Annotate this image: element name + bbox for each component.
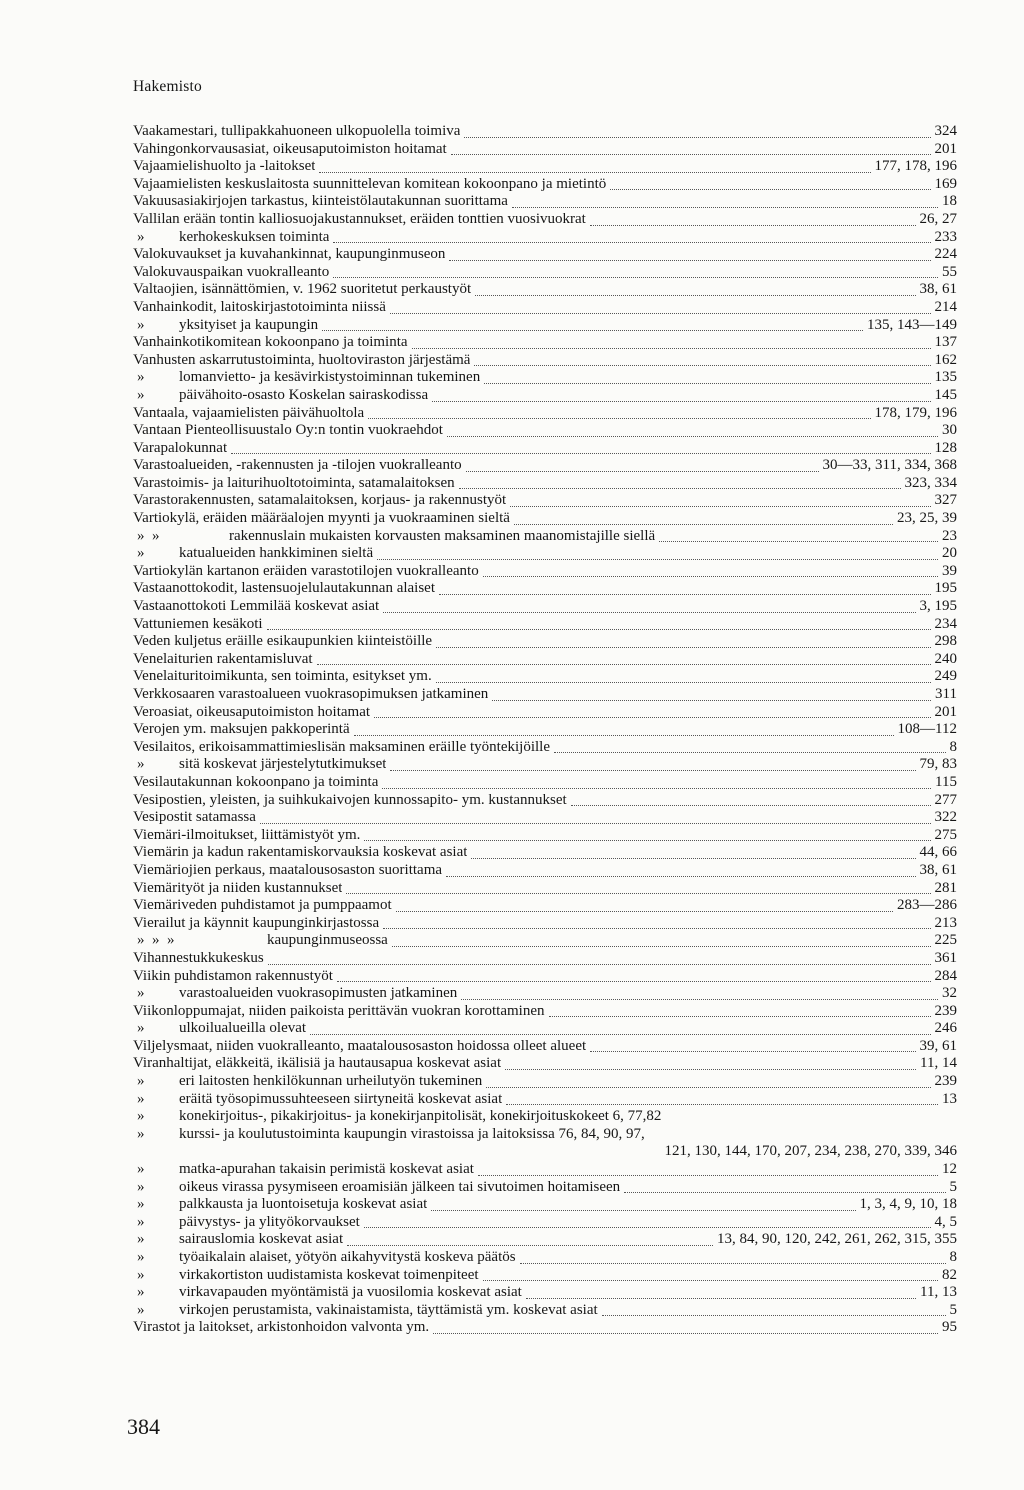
index-term: Vesipostien, yleisten, ja suihkukaivojen kunnossapito- ym. kustannukset <box>133 791 567 808</box>
index-term: Vesilaitos, erikoisammattimieslisän maksaminen eräille työntekijöille <box>133 738 550 755</box>
index-entry <box>133 158 957 176</box>
dot-leader <box>439 582 930 595</box>
dot-leader <box>554 740 946 753</box>
page-references: 18 <box>942 193 957 210</box>
ditto-mark: » <box>137 1249 145 1265</box>
dot-leader <box>374 705 930 718</box>
page-references: 323, 334 <box>904 474 957 491</box>
dot-leader <box>333 265 938 278</box>
index-entry <box>133 1055 957 1073</box>
dot-leader <box>390 301 931 314</box>
dot-leader <box>260 811 931 824</box>
page-references: 135 <box>934 369 957 386</box>
index-term: palkkausta ja luontoisetuja koskevat asiat <box>179 1196 428 1213</box>
dot-leader <box>451 142 931 155</box>
index-subentry <box>133 1231 957 1249</box>
dot-leader <box>475 283 915 296</box>
dot-leader <box>624 1180 945 1193</box>
index-entry <box>133 123 957 141</box>
page-references: 30—33, 311, 334, 368 <box>822 457 957 474</box>
dot-leader <box>268 952 931 965</box>
dot-leader <box>590 1039 915 1052</box>
index-entry-continuation <box>133 1143 957 1161</box>
dot-leader <box>461 987 938 1000</box>
dot-leader <box>432 389 930 402</box>
index-subentry <box>133 528 957 546</box>
page-references: 324 <box>934 123 957 139</box>
index-term: virkavapauden myöntämistä ja vuosilomia koskevat asiat <box>179 1284 522 1301</box>
dot-leader <box>471 846 915 859</box>
index-subentry <box>133 1249 957 1267</box>
page-references: 95 <box>942 1319 957 1336</box>
index-term: Varapalokunnat <box>133 439 228 456</box>
index-entry <box>133 440 957 458</box>
page-references: 44, 66 <box>919 844 957 861</box>
index-subentry <box>133 317 957 335</box>
dot-leader <box>436 670 931 683</box>
page-references: 298 <box>934 633 957 650</box>
index-term: ulkoilualueilla olevat <box>179 1020 307 1037</box>
index-term: Viemäriveden puhdistamot ja pumppaamot <box>133 897 392 914</box>
dot-leader <box>514 512 893 525</box>
page-references: 39 <box>942 562 957 579</box>
dot-leader <box>459 476 901 489</box>
index-entry <box>133 915 957 933</box>
page-references: 249 <box>934 668 957 685</box>
index-entry <box>133 299 957 317</box>
dot-leader <box>510 494 930 507</box>
ditto-mark: » <box>137 985 145 1002</box>
dot-leader <box>364 1215 931 1228</box>
index-entry <box>133 792 957 810</box>
page-references: 8 <box>949 1249 957 1265</box>
dot-leader <box>492 688 931 701</box>
dot-leader <box>433 1321 938 1334</box>
index-term: konekirjoitus-, pikakirjoitus- ja konekirjanpitolisät, konekirjoituskokeet 6, 77,82 <box>179 1108 662 1125</box>
page-references: 20 <box>942 545 957 562</box>
index-entry <box>133 264 957 282</box>
index-entry <box>133 968 957 986</box>
ditto-mark: » <box>137 1125 145 1142</box>
dot-leader <box>571 793 931 806</box>
index-entry <box>133 1319 957 1337</box>
page-references: 26, 27 <box>919 210 957 227</box>
page-references: 30 <box>942 422 957 439</box>
dot-leader <box>383 600 915 613</box>
page-references: 108—112 <box>897 721 957 738</box>
index-term: kurssi- ja koulutustoiminta kaupungin virastoissa ja laitoksissa 76, 84, 90, 97, <box>179 1125 645 1142</box>
index-term: Vartiokylän kartanon eräiden varastotilojen vuokralleanto <box>133 562 479 579</box>
dot-leader <box>464 125 930 138</box>
dot-leader <box>590 213 916 226</box>
page-references: 361 <box>934 949 957 966</box>
dot-leader <box>333 230 930 243</box>
dot-leader <box>267 617 931 630</box>
index-term: katualueiden hankkiminen sieltä <box>179 545 374 562</box>
index-entry <box>133 897 957 915</box>
page-references: 281 <box>934 879 957 896</box>
page-references: 201 <box>934 140 957 157</box>
index-entry <box>133 246 957 264</box>
index-term: kaupunginmuseossa <box>267 932 388 949</box>
page-references: 213 <box>934 914 957 931</box>
ditto-mark: » <box>137 228 145 245</box>
dot-leader <box>346 881 930 894</box>
dot-leader <box>505 1057 916 1070</box>
page-header: Hakemisto <box>133 78 202 95</box>
dot-leader <box>549 1004 931 1017</box>
index-entry <box>133 704 957 722</box>
index-entry <box>133 193 957 211</box>
page-references: 3, 195 <box>919 598 957 615</box>
ditto-mark: » <box>137 1284 145 1301</box>
page-references: 12 <box>942 1161 957 1178</box>
index-term: Vattuniemen kesäkoti <box>133 615 263 632</box>
index-term: Viranhaltijat, eläkkeitä, ikälisiä ja hautausapua koskevat asiat <box>133 1055 502 1072</box>
ditto-mark: » <box>137 1108 145 1125</box>
index-term: virkojen perustamista, vakinaistamista, täyttämistä ym. koskevat asiat <box>179 1301 598 1318</box>
ditto-mark: » » » <box>137 932 175 949</box>
page-references: 39, 61 <box>919 1037 957 1054</box>
index-term: Venelaiturien rakentamisluvat <box>133 650 313 667</box>
index-subentry <box>133 1214 957 1232</box>
index-term: Varastoalueiden, -rakennusten ja -tilojen vuokralleanto <box>133 457 462 474</box>
index-subentry <box>133 1126 957 1144</box>
page-references: 121, 130, 144, 170, 207, 234, 238, 270, 339, 346 <box>664 1143 957 1160</box>
page-references: 115 <box>935 773 957 790</box>
index-term: sitä koskevat järjestelytutkimukset <box>179 756 387 773</box>
dot-leader <box>392 934 931 947</box>
index-term: Vierailut ja käynnit kaupunginkirjastossa <box>133 914 380 931</box>
index-term: Viikin puhdistamon rakennustyöt <box>133 967 333 984</box>
page-references: 13, 84, 90, 120, 242, 261, 262, 315, 355 <box>717 1231 957 1248</box>
page-references: 145 <box>934 386 957 403</box>
index-entry <box>133 774 957 792</box>
page-references: 239 <box>934 1073 957 1090</box>
dot-leader <box>377 547 938 560</box>
page-references: 225 <box>934 932 957 949</box>
index-subentry <box>133 1073 957 1091</box>
ditto-mark: » <box>137 316 145 333</box>
index-entry <box>133 422 957 440</box>
index-term: sairauslomia koskevat asiat <box>179 1231 344 1248</box>
dot-leader <box>478 1163 938 1176</box>
dot-leader <box>602 1303 946 1316</box>
index-term: lomanvietto- ja kesävirkistystoiminnan tukeminen <box>179 369 481 386</box>
index-list <box>133 123 957 1337</box>
page-references: 79, 83 <box>919 756 957 773</box>
index-subentry <box>133 1020 957 1038</box>
index-subentry <box>133 545 957 563</box>
index-term: Vanhusten askarrutustoiminta, huoltoviraston järjestämä <box>133 351 471 368</box>
index-subentry <box>133 229 957 247</box>
index-entry <box>133 457 957 475</box>
index-term: päivähoito-osasto Koskelan sairaskodissa <box>179 386 429 403</box>
page-references: 5 <box>949 1301 957 1318</box>
ditto-mark: » <box>137 1266 145 1283</box>
index-term: Veden kuljetus eräille esikaupunkien kiinteistöille <box>133 633 433 650</box>
ditto-mark: » <box>137 1196 145 1213</box>
index-entry <box>133 334 957 352</box>
page-references: 4, 5 <box>934 1213 957 1230</box>
index-term: Viemärityöt ja niiden kustannukset <box>133 879 343 896</box>
index-subentry <box>133 1196 957 1214</box>
index-entry <box>133 211 957 229</box>
index-entry <box>133 880 957 898</box>
page-references: 162 <box>934 351 957 368</box>
index-entry <box>133 686 957 704</box>
page-references: 214 <box>934 298 957 315</box>
page-references: 135, 143—149 <box>867 316 957 333</box>
dot-leader <box>382 776 931 789</box>
dot-leader <box>396 899 893 912</box>
index-subentry <box>133 1284 957 1302</box>
page-references: 137 <box>934 334 957 351</box>
page-references: 5 <box>949 1178 957 1195</box>
page-references: 322 <box>934 809 957 826</box>
index-entry <box>133 176 957 194</box>
page-references: 38, 61 <box>919 861 957 878</box>
index-term: Vesipostit satamassa <box>133 809 256 826</box>
dot-leader <box>347 1233 713 1246</box>
index-term: Varastoimis- ja laiturihuoltotoiminta, satamalaitoksen <box>133 474 455 491</box>
page-references: 311 <box>935 686 957 702</box>
index-term: Verkkosaaren varastoalueen vuokrasopimuksen jatkaminen <box>133 686 489 702</box>
index-entry <box>133 352 957 370</box>
ditto-mark: » <box>137 1231 145 1248</box>
dot-leader <box>659 529 938 542</box>
index-term: Viemäri-ilmoitukset, liittämistyöt ym. <box>133 826 361 843</box>
index-term: Vartiokylä, eräiden määräalojen myynti ja vuokraaminen sieltä <box>133 510 510 527</box>
index-subentry <box>133 1091 957 1109</box>
dot-leader <box>319 160 870 173</box>
index-entry <box>133 1003 957 1021</box>
ditto-mark: » <box>137 1178 145 1195</box>
page-references: 284 <box>934 967 957 984</box>
ditto-mark: » <box>137 756 145 773</box>
page-references: 177, 178, 196 <box>874 158 957 175</box>
page-references: 13 <box>942 1090 957 1107</box>
page-references: 128 <box>934 439 957 456</box>
page-references: 23, 25, 39 <box>897 510 957 527</box>
index-entry <box>133 950 957 968</box>
page-references: 246 <box>934 1020 957 1037</box>
ditto-mark: » <box>137 1020 145 1037</box>
index-term: Vanhainkotikomitean kokoonpano ja toiminta <box>133 334 408 351</box>
dot-leader <box>368 406 870 419</box>
dot-leader <box>436 635 930 648</box>
ditto-mark: » » <box>137 527 160 544</box>
index-term: Vakuusasiakirjojen tarkastus, kiinteistölautakunnan suorittama <box>133 193 508 210</box>
index-term: Vanhainkodit, laitoskirjastotoiminta niissä <box>133 298 386 315</box>
index-term: oikeus virassa pysymiseen eroamisiän jälkeen tai sivutoimen hoitamiseen <box>179 1178 621 1195</box>
index-entry <box>133 827 957 845</box>
index-entry <box>133 510 957 528</box>
dot-leader <box>526 1286 916 1299</box>
index-term: matka-apurahan takaisin perimistä koskevat asiat <box>179 1161 474 1178</box>
index-entry <box>133 1038 957 1056</box>
ditto-mark: » <box>137 1213 145 1230</box>
ditto-mark: » <box>137 1301 145 1318</box>
index-subentry <box>133 369 957 387</box>
index-term: yksityiset ja kaupungin <box>179 316 319 333</box>
page-references: 195 <box>934 580 957 597</box>
ditto-mark: » <box>137 545 145 562</box>
index-entry <box>133 563 957 581</box>
page-references: 327 <box>934 492 957 509</box>
dot-leader <box>354 723 894 736</box>
index-term: Vajaamielisten keskuslaitosta suunnittelevan komitean kokoonpano ja mietintö <box>133 175 607 192</box>
dot-leader <box>310 1022 930 1035</box>
index-entry <box>133 739 957 757</box>
page-references: 32 <box>942 985 957 1002</box>
dot-leader <box>474 353 930 366</box>
ditto-mark: » <box>137 1073 145 1090</box>
index-term: Valtaojien, isännättömien, v. 1962 suoritetut perkaustyöt <box>133 281 472 298</box>
index-term: Venelaituritoimikunta, sen toiminta, esitykset ym. <box>133 668 432 685</box>
index-term: Viemäriojien perkaus, maatalousosaston suorittama <box>133 861 443 878</box>
index-term: Vaakamestari, tullipakkahuoneen ulkopuolella toimiva <box>133 123 461 139</box>
index-term: työaikalain alaiset, yötyön aikahyvitystä koskeva päätös <box>179 1249 516 1265</box>
ditto-mark: » <box>137 386 145 403</box>
page-references: 283—286 <box>897 897 957 914</box>
page-references: 233 <box>934 228 957 245</box>
dot-leader <box>486 1075 930 1088</box>
index-term: Vesilautakunnan kokoonpano ja toiminta <box>133 773 379 790</box>
index-entry <box>133 580 957 598</box>
page-references: 277 <box>934 791 957 808</box>
page-references: 178, 179, 196 <box>874 404 957 421</box>
dot-leader <box>506 1092 938 1105</box>
page-references: 11, 14 <box>920 1055 957 1072</box>
index-term: Vajaamielishuolto ja -laitokset <box>133 158 316 175</box>
ditto-mark: » <box>137 1161 145 1178</box>
page-references: 169 <box>934 175 957 192</box>
dot-leader <box>322 318 863 331</box>
index-term: Verojen ym. maksujen pakkoperintä <box>133 721 350 738</box>
index-entry <box>133 598 957 616</box>
ditto-mark: » <box>137 1090 145 1107</box>
index-term: Varastorakennusten, satamalaitoksen, korjaus- ja rakennustyöt <box>133 492 507 509</box>
index-subentry <box>133 387 957 405</box>
index-term: eri laitosten henkilökunnan urheilutyön tukeminen <box>179 1073 483 1090</box>
index-entry <box>133 809 957 827</box>
dot-leader <box>483 1268 938 1281</box>
ditto-mark: » <box>137 369 145 386</box>
page-references: 11, 13 <box>920 1284 957 1301</box>
index-term: virkakortiston uudistamista koskevat toimenpiteet <box>179 1266 479 1283</box>
dot-leader <box>512 195 938 208</box>
index-term: rakennuslain mukaisten korvausten maksaminen maanomistajille siellä <box>229 527 656 544</box>
index-entry <box>133 862 957 880</box>
page-references: 201 <box>934 703 957 720</box>
dot-leader <box>449 248 930 261</box>
index-term: Valokuvaukset ja kuvahankinnat, kaupunginmuseon <box>133 246 446 263</box>
index-entry <box>133 616 957 634</box>
index-entry <box>133 633 957 651</box>
dot-leader <box>520 1251 946 1264</box>
index-term: Vallilan erään tontin kalliosuojakustannukset, eräiden tonttien vuosivuokrat <box>133 210 586 227</box>
index-term: Virastot ja laitokset, arkistonhoidon valvonta ym. <box>133 1319 430 1336</box>
index-term: Viikonloppumajat, niiden paikoista perittävän vuokran korottaminen <box>133 1002 545 1019</box>
index-entry <box>133 475 957 493</box>
index-subentry <box>133 1108 957 1126</box>
index-subentry <box>133 985 957 1003</box>
dot-leader <box>610 177 930 190</box>
index-term: Viljelysmaat, niiden vuokralleanto, maatalousosaston hoidossa olleet alueet <box>133 1037 587 1054</box>
index-term: eräitä työsopimussuhteeseen siirtyneitä koskevat asiat <box>179 1090 503 1107</box>
page-references: 239 <box>934 1002 957 1019</box>
dot-leader <box>364 828 930 841</box>
page-references: 240 <box>934 650 957 667</box>
index-term: Veroasiat, oikeusaputoimiston hoitamat <box>133 703 371 720</box>
index-subentry <box>133 932 957 950</box>
index-entry <box>133 281 957 299</box>
index-term: Valokuvauspaikan vuokralleanto <box>133 263 330 280</box>
index-term: varastoalueiden vuokrasopimusten jatkaminen <box>179 985 458 1002</box>
dot-leader <box>484 371 930 384</box>
page-references: 23 <box>942 527 957 544</box>
dot-leader <box>383 916 930 929</box>
index-term: Vihannestukkukeskus <box>133 949 264 966</box>
dot-leader <box>447 424 938 437</box>
index-term: kerhokeskuksen toiminta <box>179 228 330 245</box>
dot-leader <box>483 564 938 577</box>
index-entry <box>133 844 957 862</box>
page-references: 234 <box>934 615 957 632</box>
index-subentry <box>133 756 957 774</box>
index-term: Vantaala, vajaamielisten päivähuoltola <box>133 404 365 421</box>
page-references: 82 <box>942 1266 957 1283</box>
index-term: Vastaanottokodit, lastensuojelulautakunnan alaiset <box>133 580 436 597</box>
dot-leader <box>390 758 915 771</box>
index-term: Viemärin ja kadun rakentamiskorvauksia koskevat asiat <box>133 844 468 861</box>
index-entry <box>133 492 957 510</box>
page-number: 384 <box>127 1414 160 1439</box>
index-subentry <box>133 1267 957 1285</box>
index-entry <box>133 668 957 686</box>
page-references: 224 <box>934 246 957 263</box>
dot-leader <box>466 459 819 472</box>
page-references: 1, 3, 4, 9, 10, 18 <box>859 1196 957 1213</box>
page-references: 8 <box>949 738 957 755</box>
index-term: päivystys- ja ylityökorvaukset <box>179 1213 360 1230</box>
dot-leader <box>446 864 915 877</box>
index-subentry <box>133 1302 957 1320</box>
dot-leader <box>317 652 931 665</box>
index-term: Vantaan Pienteollisuustalo Oy:n tontin vuokraehdot <box>133 422 443 439</box>
index-entry <box>133 721 957 739</box>
page-references: 55 <box>942 263 957 280</box>
dot-leader <box>412 336 931 349</box>
page-references: 38, 61 <box>919 281 957 298</box>
index-entry <box>133 141 957 159</box>
index-subentry <box>133 1161 957 1179</box>
index-term: Vahingonkorvausasiat, oikeusaputoimiston hoitamat <box>133 140 447 157</box>
index-subentry <box>133 1179 957 1197</box>
page-references: 275 <box>934 826 957 843</box>
dot-leader <box>337 969 931 982</box>
index-entry <box>133 651 957 669</box>
index-entry <box>133 405 957 423</box>
index-term: Vastaanottokoti Lemmilää koskevat asiat <box>133 598 380 615</box>
dot-leader <box>231 441 930 454</box>
dot-leader <box>431 1198 855 1211</box>
